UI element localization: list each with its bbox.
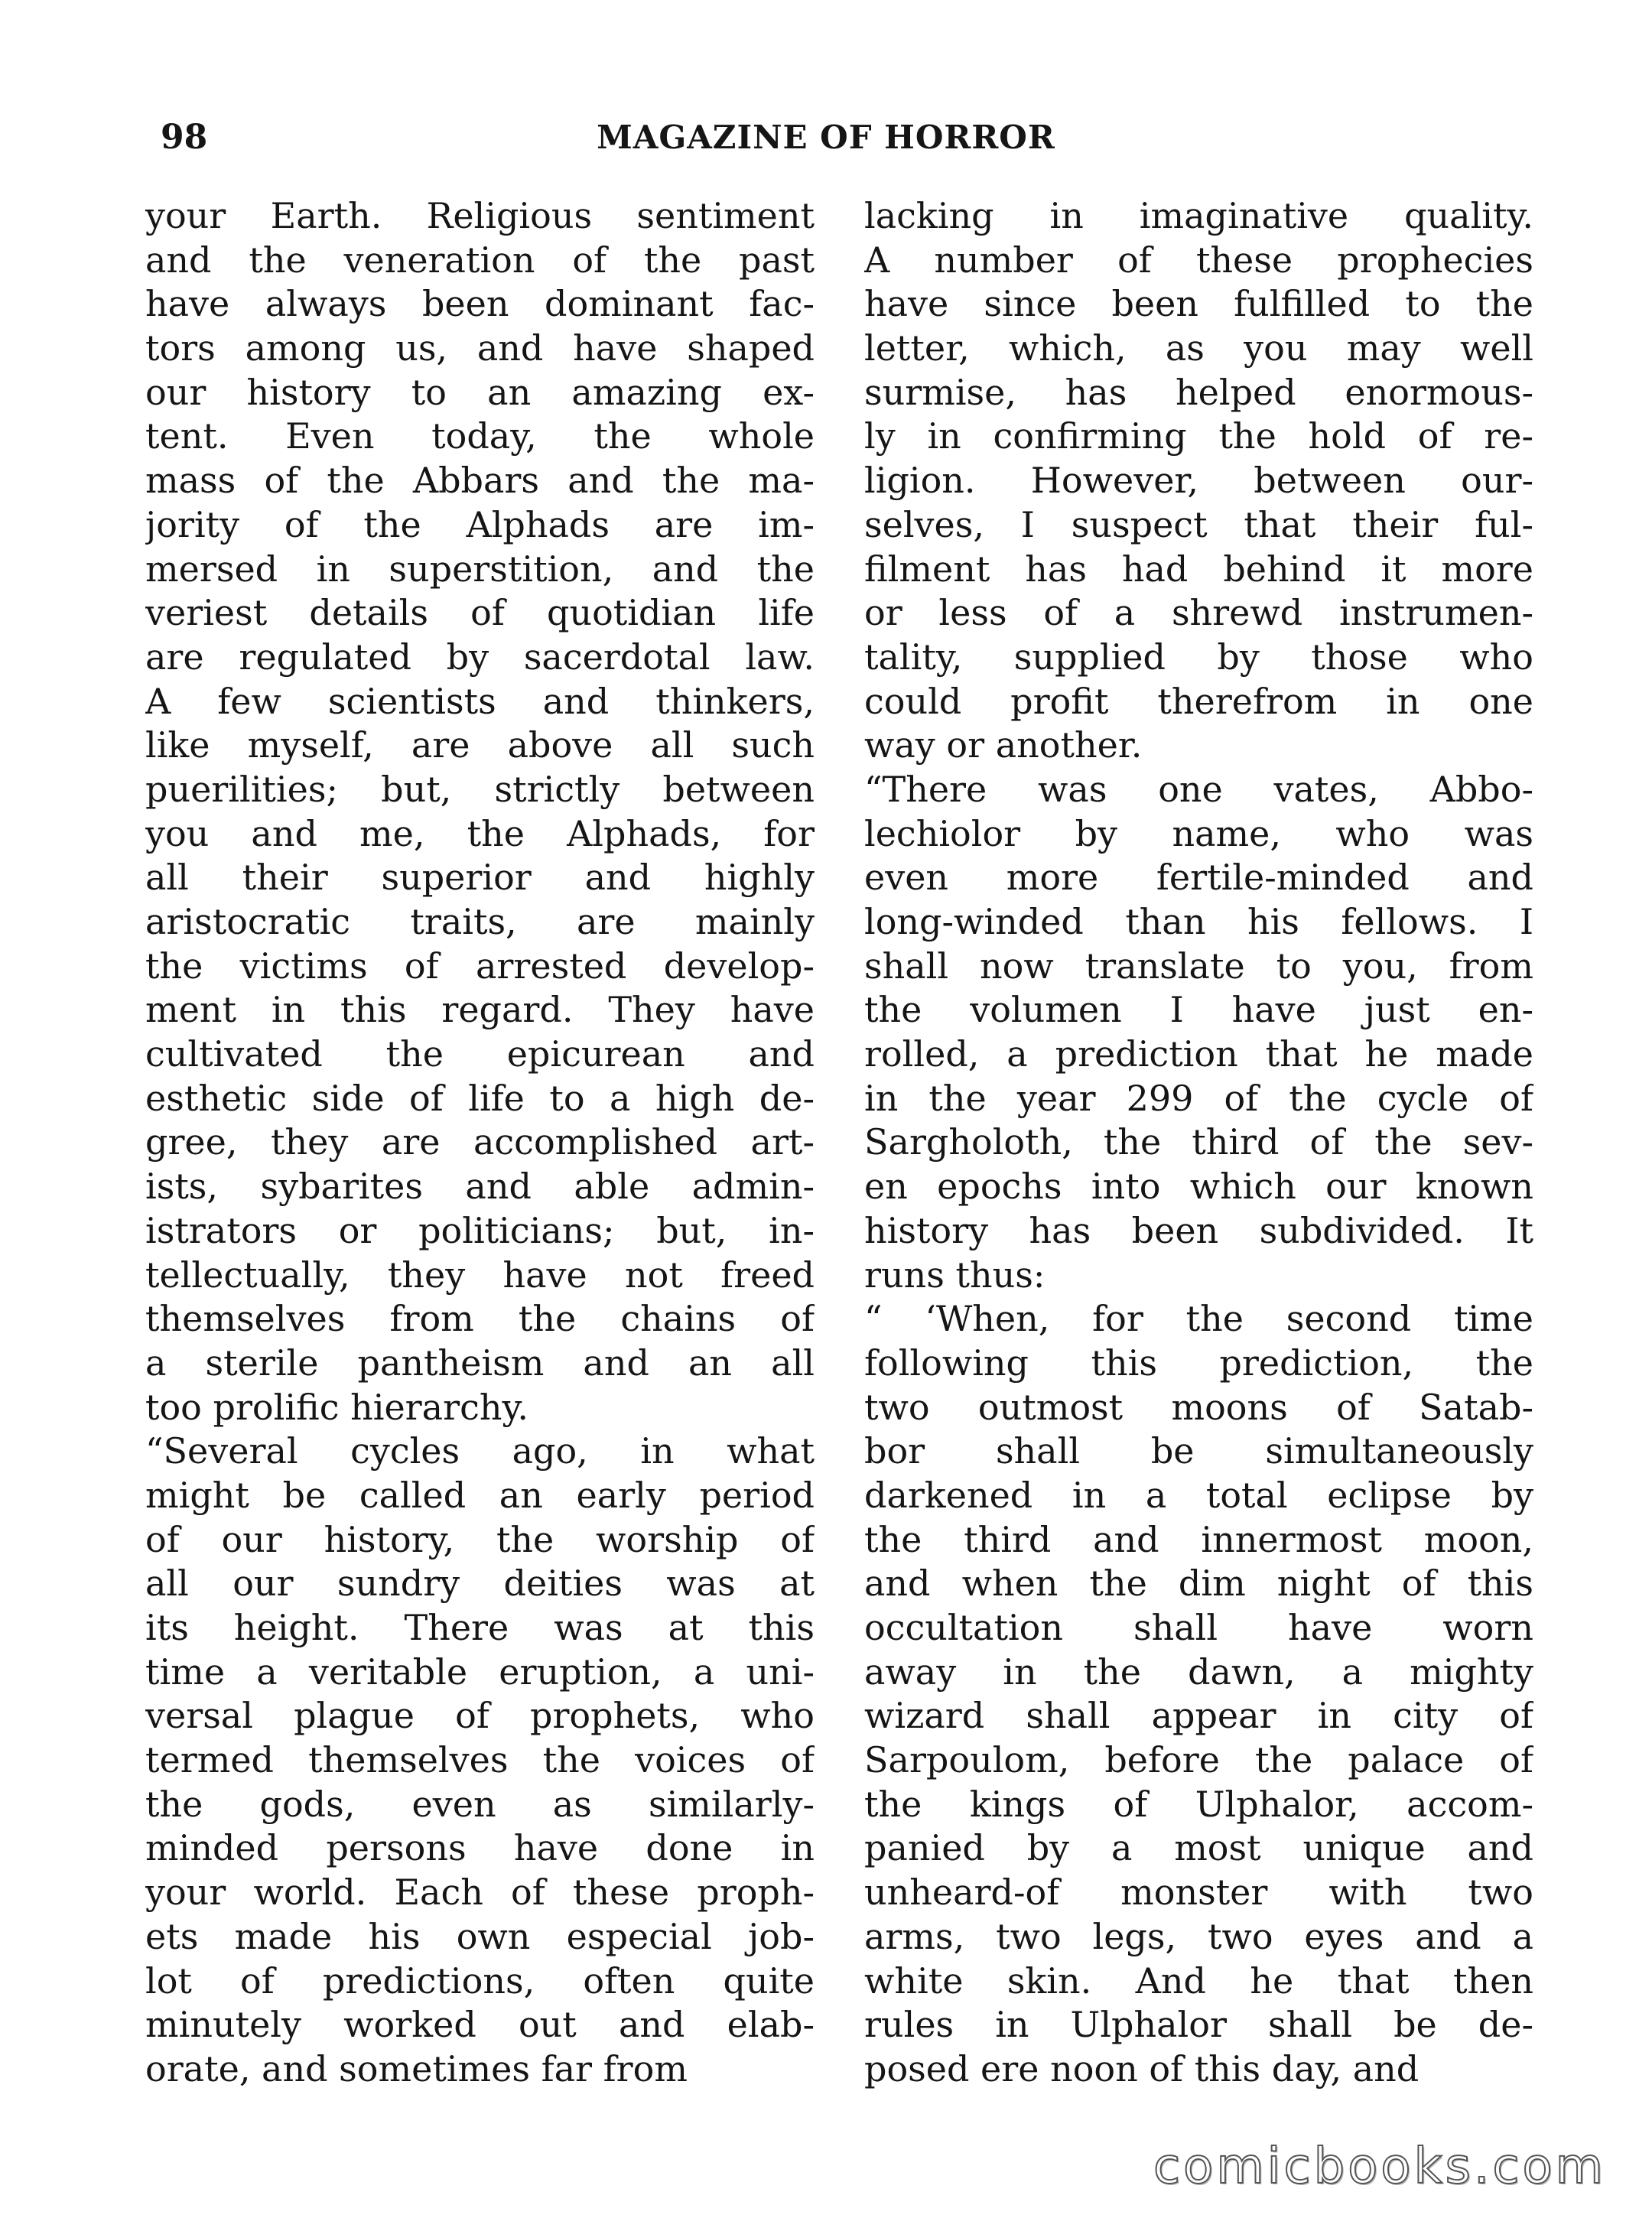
- text-line: A number of these prophecies: [864, 239, 1533, 281]
- text-line: mass of the Abbars and the ma-: [145, 460, 815, 502]
- text-line: too prolific hierarchy.: [145, 1386, 528, 1428]
- text-line: esthetic side of life to a high de-: [145, 1077, 815, 1119]
- text-line: en epochs into which our known: [864, 1166, 1533, 1208]
- text-line: occultation shall have worn: [864, 1607, 1533, 1648]
- text-line: letter, which, as you may well: [864, 327, 1533, 369]
- left-column: [145, 194, 815, 2092]
- text-line: a sterile pantheism and an all: [145, 1342, 815, 1384]
- text-line: aristocratic traits, are mainly: [145, 901, 815, 942]
- text-line: filment has had behind it more: [864, 548, 1533, 590]
- text-line: cultivated the epicurean and: [145, 1033, 815, 1075]
- text-line: ly in confirming the hold of re-: [864, 415, 1533, 457]
- text-line: panied by a most unique and: [864, 1827, 1533, 1869]
- text-line: your Earth. Religious sentiment: [145, 195, 815, 236]
- text-line: the volumen I have just en-: [864, 989, 1533, 1031]
- text-line: arms, two legs, two eyes and a: [864, 1915, 1533, 1957]
- text-line: runs thus:: [864, 1254, 1046, 1296]
- text-line: and the veneration of the past: [145, 239, 815, 281]
- right-column: [864, 194, 1533, 2092]
- text-line: surmise, has helped enormous-: [864, 371, 1533, 413]
- text-line: ment in this regard. They have: [145, 989, 815, 1031]
- running-head: MAGAZINE OF HORROR: [597, 119, 1055, 156]
- text-line: following this prediction, the: [864, 1342, 1533, 1384]
- text-line: you and me, the Alphads, for: [145, 812, 815, 854]
- text-line: “Several cycles ago, in what: [145, 1430, 815, 1472]
- text-line: even more fertile-minded and: [864, 857, 1533, 899]
- text-line: your world. Each of these proph-: [145, 1872, 815, 1914]
- text-line: rolled, a prediction that he made: [864, 1033, 1533, 1075]
- text-line: tellectually, they have not freed: [145, 1254, 815, 1296]
- page-number: 98: [161, 118, 208, 157]
- text-line: wizard shall appear in city of: [864, 1695, 1533, 1737]
- text-line: mersed in superstition, and the: [145, 548, 815, 590]
- text-line: or less of a shrewd instrumen-: [864, 592, 1533, 634]
- text-line: lot of predictions, often quite: [145, 1959, 815, 2002]
- text-line: could profit therefrom in one: [864, 680, 1533, 722]
- text-line: unheard-of monster with two: [864, 1872, 1533, 1914]
- text-line: themselves from the chains of: [145, 1298, 815, 1340]
- text-line: rules in Ulphalor shall be de-: [864, 2004, 1533, 2046]
- text-line: have since been fulfilled to the: [864, 283, 1533, 325]
- text-line: like myself, are above all such: [145, 724, 815, 766]
- text-line: way or another.: [864, 724, 1143, 766]
- text-line: ligion. However, between our-: [864, 460, 1533, 502]
- text-line: termed themselves the voices of: [145, 1739, 815, 1781]
- watermark-logo: comicbooks.com: [1153, 2138, 1606, 2195]
- text-line: posed ere noon of this day, and: [864, 2047, 1419, 2090]
- text-line: Sargholoth, the third of the sev-: [864, 1121, 1533, 1163]
- text-line: white skin. And he that then: [864, 1959, 1533, 2002]
- text-line: its height. There was at this: [145, 1607, 815, 1648]
- text-line: ists, sybarites and able admin-: [145, 1166, 815, 1208]
- text-line: jority of the Alphads are im-: [145, 503, 815, 545]
- text-line: history has been subdivided. It: [864, 1209, 1533, 1251]
- text-line: our history to an amazing ex-: [145, 371, 815, 413]
- text-line: long-winded than his fellows. I: [864, 901, 1533, 942]
- text-line: orate, and sometimes far from: [145, 2047, 688, 2090]
- text-line: the gods, even as similarly-: [145, 1783, 815, 1825]
- text-line: in the year 299 of the cycle of: [864, 1077, 1533, 1119]
- text-line: tality, supplied by those who: [864, 636, 1533, 678]
- text-line: bor shall be simultaneously: [864, 1430, 1533, 1472]
- text-line: and when the dim night of this: [864, 1563, 1533, 1605]
- text-line: A few scientists and thinkers,: [145, 680, 815, 722]
- text-line: two outmost moons of Satab-: [864, 1386, 1533, 1428]
- text-line: time a veritable eruption, a uni-: [145, 1650, 815, 1693]
- text-line: might be called an early period: [145, 1474, 815, 1516]
- text-line: veriest details of quotidian life: [145, 592, 815, 634]
- text-line: the victims of arrested develop-: [145, 945, 815, 987]
- text-line: have always been dominant fac-: [145, 283, 815, 325]
- text-line: versal plague of prophets, who: [145, 1695, 815, 1737]
- text-line: selves, I suspect that their ful-: [864, 503, 1533, 545]
- text-line: minded persons have done in: [145, 1827, 815, 1869]
- text-line: the kings of Ulphalor, accom-: [864, 1783, 1533, 1825]
- text-line: away in the dawn, a mighty: [864, 1650, 1533, 1693]
- text-line: are regulated by sacerdotal law.: [145, 636, 815, 678]
- text-line: all our sundry deities was at: [145, 1563, 815, 1605]
- text-line: lacking in imaginative quality.: [864, 195, 1533, 236]
- text-line: lechiolor by name, who was: [864, 812, 1533, 854]
- text-line: Sarpoulom, before the palace of: [864, 1739, 1533, 1781]
- text-line: the third and innermost moon,: [864, 1518, 1533, 1560]
- text-line: puerilities; but, strictly between: [145, 768, 815, 810]
- text-line: all their superior and highly: [145, 857, 815, 899]
- text-line: of our history, the worship of: [145, 1518, 815, 1560]
- text-line: “There was one vates, Abbo-: [864, 768, 1533, 810]
- text-line: istrators or politicians; but, in-: [145, 1209, 815, 1251]
- text-line: minutely worked out and elab-: [145, 2004, 815, 2046]
- text-line: tent. Even today, the whole: [145, 415, 815, 457]
- text-line: shall now translate to you, from: [864, 945, 1533, 987]
- text-line: darkened in a total eclipse by: [864, 1474, 1533, 1516]
- text-line: tors among us, and have shaped: [145, 327, 815, 369]
- text-line: gree, they are accomplished art-: [145, 1121, 815, 1163]
- text-line: ets made his own especial job-: [145, 1915, 815, 1957]
- text-line: “ ‘When, for the second time: [864, 1298, 1533, 1340]
